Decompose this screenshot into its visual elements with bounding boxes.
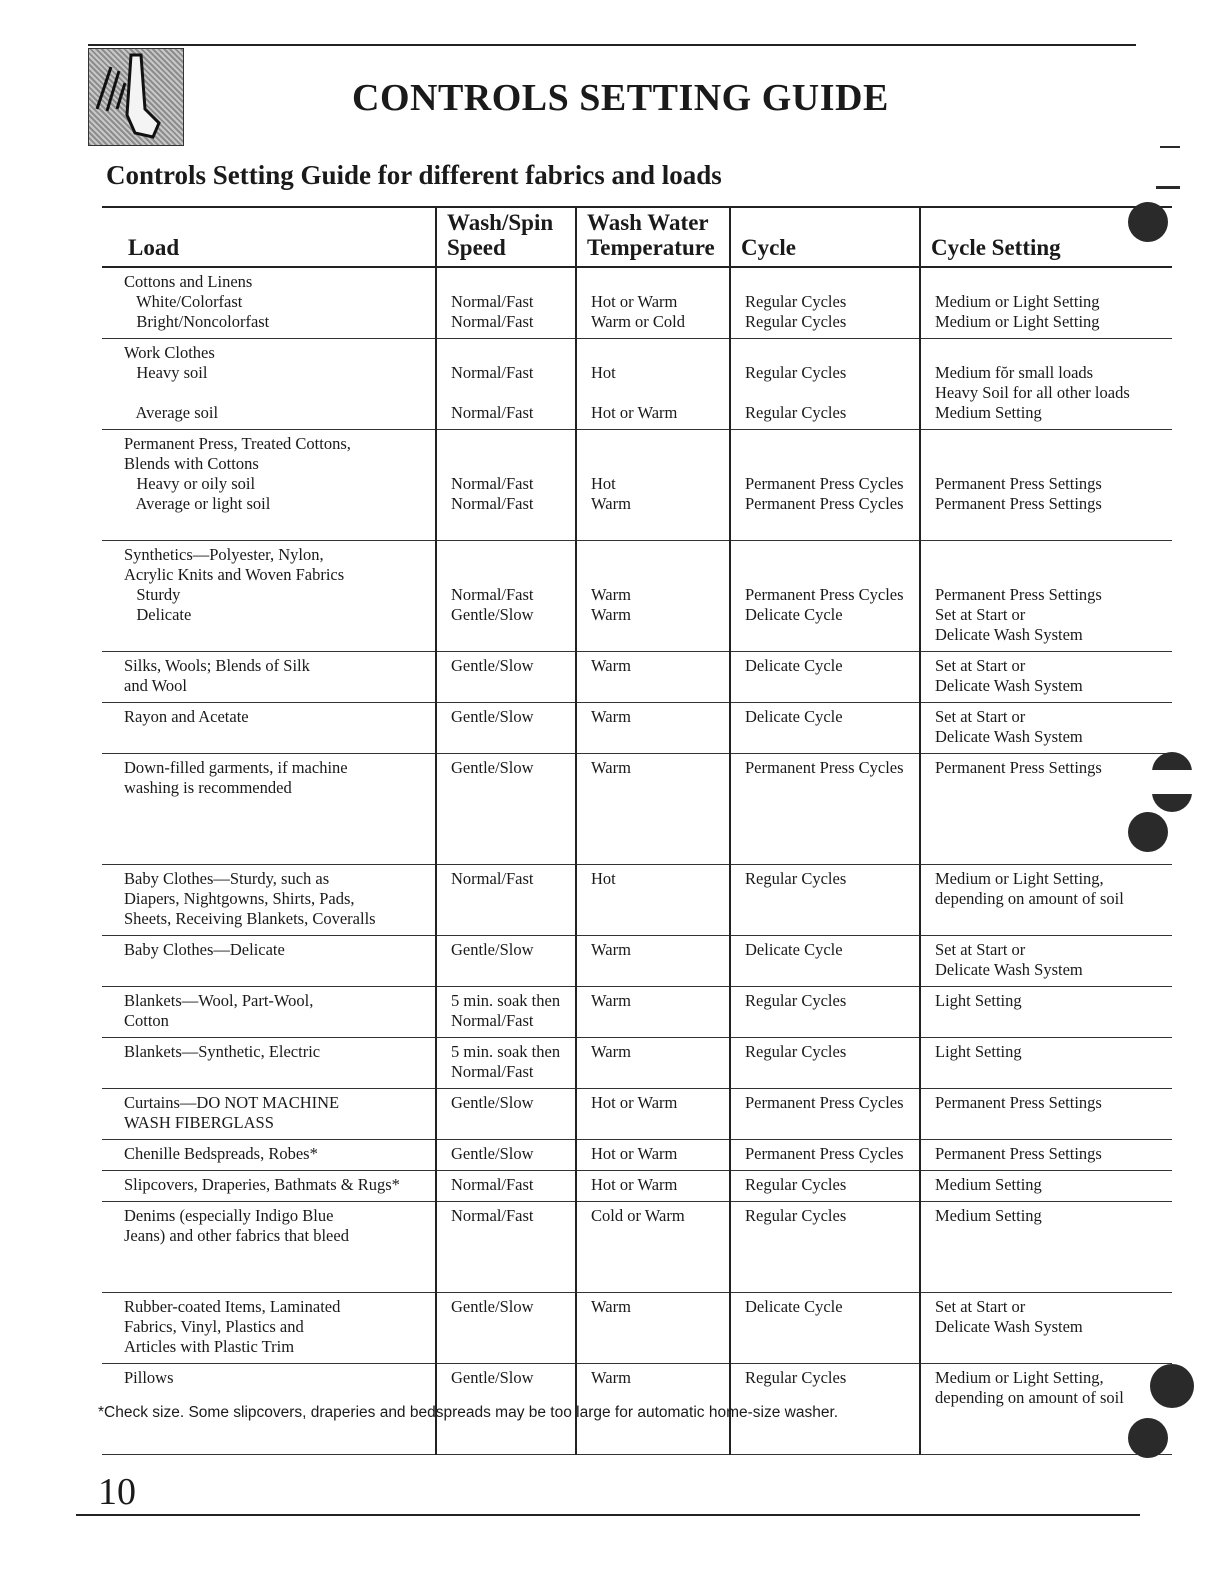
- footnote: *Check size. Some slipcovers, draperies and bedspreads may be too large for automatic home-size washer.: [98, 1404, 839, 1421]
- edge-tab-mark: [1156, 186, 1180, 189]
- load-cell: Baby Clothes—Sturdy, such as Diapers, Nightgowns, Shirts, Pads, Sheets, Receiving Blankets, Coveralls: [102, 865, 436, 936]
- load-cell: Down-filled garments, if machine washing is recommended: [102, 754, 436, 865]
- column-header-text: Load: [128, 235, 180, 260]
- speed-cell: Gentle/Slow: [436, 1293, 576, 1364]
- speed-cell: 5 min. soak then Normal/Fast: [436, 987, 576, 1038]
- temperature-cell: Hot Hot or Warm: [576, 339, 730, 430]
- temperature-cell: Warm: [576, 652, 730, 703]
- load-cell: Denims (especially Indigo Blue Jeans) and other fabrics that bleed: [102, 1202, 436, 1293]
- load-cell: Cottons and Linens White/Colorfast Bright/Noncolorfast: [102, 267, 436, 339]
- cycle-cell: Permanent Press Cycles: [730, 754, 920, 865]
- cycle-setting-cell: Light Setting: [920, 1038, 1172, 1089]
- edge-tab-dot: [1150, 1364, 1194, 1408]
- controls-setting-table: [102, 206, 1172, 1455]
- logo-graphic: [88, 48, 184, 146]
- table-row: [102, 936, 1172, 987]
- column-header-speed: [436, 207, 576, 267]
- temperature-cell: Warm: [576, 1293, 730, 1364]
- load-cell: Chenille Bedspreads, Robes*: [102, 1140, 436, 1171]
- edge-tab-dot: [1128, 812, 1168, 852]
- column-header-cycle: [730, 207, 920, 267]
- load-cell: Baby Clothes—Delicate: [102, 936, 436, 987]
- temperature-cell: Warm: [576, 703, 730, 754]
- speed-cell: Normal/Fast Normal/Fast: [436, 430, 576, 541]
- table-header-row: [102, 207, 1172, 267]
- cycle-cell: Regular Cycles Regular Cycles: [730, 267, 920, 339]
- temperature-cell: Warm: [576, 1038, 730, 1089]
- cycle-setting-cell: Permanent Press Settings Permanent Press Settings: [920, 430, 1172, 541]
- cycle-cell: Regular Cycles: [730, 1171, 920, 1202]
- load-cell: Synthetics—Polyester, Nylon, Acrylic Knits and Woven Fabrics Sturdy Delicate: [102, 541, 436, 652]
- temperature-cell: Warm Warm: [576, 541, 730, 652]
- temperature-cell: Cold or Warm: [576, 1202, 730, 1293]
- cycle-setting-cell: Medium or Light Setting, depending on amount of soil: [920, 1364, 1172, 1455]
- table-row: [102, 865, 1172, 936]
- table-row: [102, 703, 1172, 754]
- cycle-setting-cell: Medium or Light Setting Medium or Light Setting: [920, 267, 1172, 339]
- cycle-setting-cell: Set at Start or Delicate Wash System: [920, 652, 1172, 703]
- column-header-text: Cycle Setting: [931, 235, 1061, 260]
- column-header-text: Speed: [447, 235, 506, 260]
- column-header-text: Wash Water: [587, 210, 709, 235]
- table-row: [102, 267, 1172, 339]
- speed-cell: Gentle/Slow: [436, 1089, 576, 1140]
- cycle-setting-cell: Set at Start or Delicate Wash System: [920, 936, 1172, 987]
- cycle-cell: Permanent Press Cycles: [730, 1140, 920, 1171]
- cycle-setting-cell: Permanent Press Settings: [920, 1089, 1172, 1140]
- speed-cell: Gentle/Slow: [436, 936, 576, 987]
- cycle-setting-cell: Permanent Press Settings: [920, 1140, 1172, 1171]
- speed-cell: Gentle/Slow: [436, 703, 576, 754]
- table-row: [102, 1202, 1172, 1293]
- cycle-cell: Regular Cycles: [730, 1038, 920, 1089]
- speed-cell: Normal/Fast Normal/Fast: [436, 267, 576, 339]
- cycle-setting-cell: Light Setting: [920, 987, 1172, 1038]
- temperature-cell: Warm: [576, 754, 730, 865]
- cycle-cell: Permanent Press Cycles: [730, 1089, 920, 1140]
- bottom-rule: [76, 1514, 1140, 1516]
- cycle-setting-cell: Medium fŏr small loads Heavy Soil for all other loads Medium Setting: [920, 339, 1172, 430]
- load-cell: Blankets—Wool, Part-Wool, Cotton: [102, 987, 436, 1038]
- cycle-cell: Permanent Press Cycles Delicate Cycle: [730, 541, 920, 652]
- cycle-cell: Delicate Cycle: [730, 703, 920, 754]
- table-row: [102, 541, 1172, 652]
- table-row: [102, 987, 1172, 1038]
- temperature-cell: Warm: [576, 987, 730, 1038]
- column-header-text: Cycle: [741, 235, 796, 260]
- load-cell: Rayon and Acetate: [102, 703, 436, 754]
- load-cell: Silks, Wools; Blends of Silk and Wool: [102, 652, 436, 703]
- cycle-setting-cell: Set at Start or Delicate Wash System: [920, 1293, 1172, 1364]
- cycle-cell: Regular Cycles: [730, 1364, 920, 1455]
- cycle-cell: Regular Cycles: [730, 865, 920, 936]
- cycle-setting-cell: Medium Setting: [920, 1171, 1172, 1202]
- column-header-text: Wash/Spin: [447, 210, 554, 235]
- cycle-setting-cell: Permanent Press Settings Set at Start or Delicate Wash System: [920, 541, 1172, 652]
- speed-cell: Normal/Fast: [436, 1202, 576, 1293]
- cycle-cell: Delicate Cycle: [730, 1293, 920, 1364]
- temperature-cell: Hot or Warm: [576, 1089, 730, 1140]
- table-row: [102, 1171, 1172, 1202]
- cycle-setting-cell: Set at Start or Delicate Wash System: [920, 703, 1172, 754]
- cycle-cell: Permanent Press Cycles Permanent Press Cycles: [730, 430, 920, 541]
- speed-cell: Normal/Fast Normal/Fast: [436, 339, 576, 430]
- top-rule: [88, 44, 1136, 46]
- load-cell: Slipcovers, Draperies, Bathmats & Rugs*: [102, 1171, 436, 1202]
- cycle-cell: Regular Cycles: [730, 987, 920, 1038]
- temperature-cell: Hot: [576, 865, 730, 936]
- table-row: [102, 754, 1172, 865]
- column-header-temperature: [576, 207, 730, 267]
- load-cell: Blankets—Synthetic, Electric: [102, 1038, 436, 1089]
- page-title: CONTROLS SETTING GUIDE: [352, 77, 889, 119]
- cycle-setting-cell: Medium Setting: [920, 1202, 1172, 1293]
- load-cell: Curtains—DO NOT MACHINE WASH FIBERGLASS: [102, 1089, 436, 1140]
- cycle-setting-cell: Medium or Light Setting, depending on amount of soil: [920, 865, 1172, 936]
- table-row: [102, 339, 1172, 430]
- speed-cell: Gentle/Slow: [436, 652, 576, 703]
- edge-tab-dot: [1128, 1418, 1168, 1458]
- edge-tab-mark: [1160, 146, 1180, 148]
- column-header-text: Temperature: [587, 235, 715, 260]
- temperature-cell: Hot or Warm: [576, 1140, 730, 1171]
- load-cell: Permanent Press, Treated Cottons, Blends with Cottons Heavy or oily soil Average or light soil: [102, 430, 436, 541]
- cycle-cell: Delicate Cycle: [730, 936, 920, 987]
- hand-pointer-icon: [89, 49, 183, 145]
- edge-tab-dot: [1128, 202, 1168, 242]
- temperature-cell: Warm: [576, 1364, 730, 1455]
- speed-cell: Gentle/Slow: [436, 1364, 576, 1455]
- speed-cell: Gentle/Slow: [436, 1140, 576, 1171]
- page-number: 10: [98, 1471, 136, 1513]
- speed-cell: 5 min. soak then Normal/Fast: [436, 1038, 576, 1089]
- section-subtitle: Controls Setting Guide for different fabrics and loads: [106, 160, 722, 190]
- cycle-setting-cell: Permanent Press Settings: [920, 754, 1172, 865]
- load-cell: Rubber-coated Items, Laminated Fabrics, Vinyl, Plastics and Articles with Plastic Trim: [102, 1293, 436, 1364]
- speed-cell: Normal/Fast: [436, 865, 576, 936]
- table-row: [102, 1038, 1172, 1089]
- table-row: [102, 652, 1172, 703]
- temperature-cell: Hot Warm: [576, 430, 730, 541]
- speed-cell: Normal/Fast: [436, 1171, 576, 1202]
- cycle-cell: Regular Cycles Regular Cycles: [730, 339, 920, 430]
- table-row: [102, 430, 1172, 541]
- cycle-cell: Delicate Cycle: [730, 652, 920, 703]
- table-row: [102, 1293, 1172, 1364]
- temperature-cell: Warm: [576, 936, 730, 987]
- temperature-cell: Hot or Warm: [576, 1171, 730, 1202]
- load-cell: Pillows: [102, 1364, 436, 1455]
- table-row: [102, 1089, 1172, 1140]
- table-body: [102, 267, 1172, 1455]
- table-row: [102, 1140, 1172, 1171]
- column-header-load: [102, 207, 436, 267]
- temperature-cell: Hot or Warm Warm or Cold: [576, 267, 730, 339]
- cycle-cell: Regular Cycles: [730, 1202, 920, 1293]
- speed-cell: Gentle/Slow: [436, 754, 576, 865]
- speed-cell: Normal/Fast Gentle/Slow: [436, 541, 576, 652]
- load-cell: Work Clothes Heavy soil Average soil: [102, 339, 436, 430]
